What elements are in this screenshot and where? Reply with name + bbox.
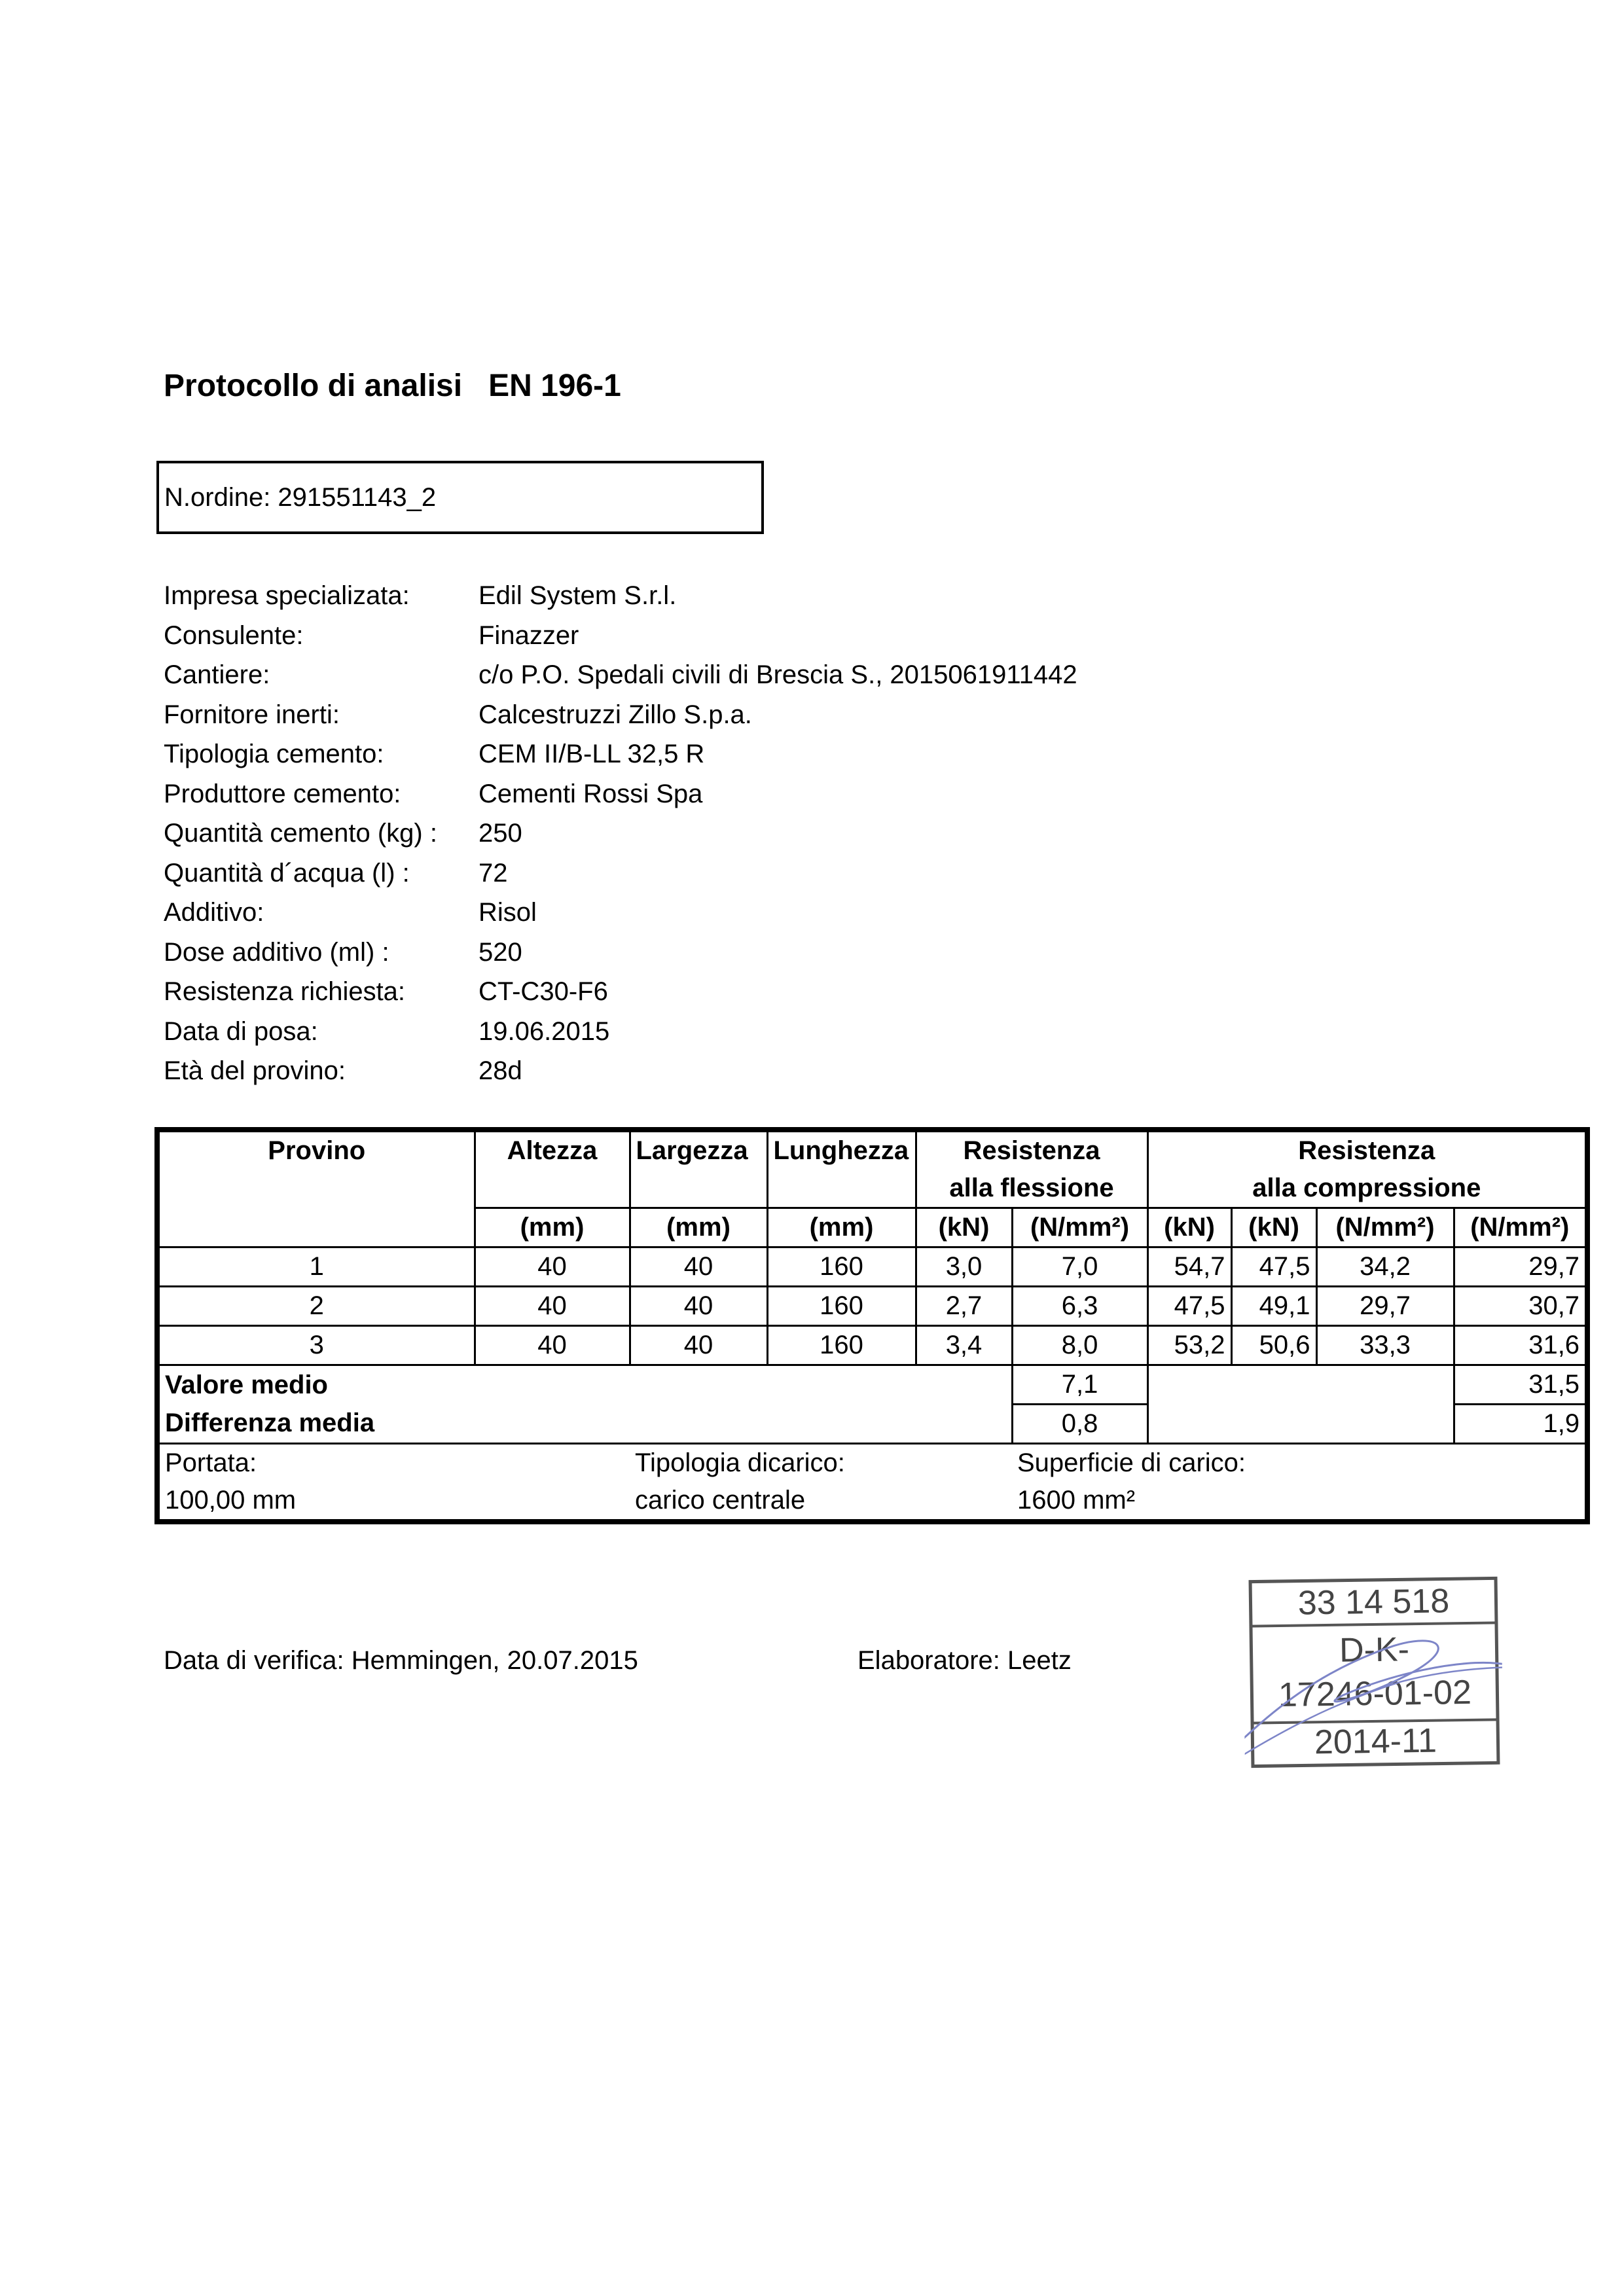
cell-compressione-kn-2: 47,5 <box>1231 1247 1316 1287</box>
table-row <box>157 1247 1587 1287</box>
results-table <box>154 1127 1590 1524</box>
cell-compressione-nmm-2: 30,7 <box>1454 1287 1587 1326</box>
info-value: Calcestruzzi Zillo S.p.a. <box>478 700 752 729</box>
cell-larghezza: 40 <box>630 1326 767 1365</box>
header-flessione-1: Resistenza <box>916 1130 1147 1170</box>
table-row <box>157 1326 1587 1365</box>
cell-compressione-kn-2: 50,6 <box>1231 1326 1316 1365</box>
elaboratore: Elaboratore: Leetz <box>857 1646 1072 1675</box>
portata-value: 100,00 mm <box>165 1486 297 1515</box>
info-label: Consulente: <box>164 620 304 650</box>
unit-cell: (mm) <box>767 1208 916 1247</box>
header-compressione-2: alla compressione <box>1147 1170 1587 1208</box>
info-label: Tipologia cemento: <box>164 740 384 768</box>
cell-compressione-kn-1: 53,2 <box>1147 1326 1231 1365</box>
cell-altezza: 40 <box>475 1287 630 1326</box>
valore-medio-compressione: 31,5 <box>1454 1365 1587 1405</box>
unit-cell: (kN) <box>1231 1208 1316 1247</box>
cell-altezza: 40 <box>475 1247 630 1287</box>
footer-values-row <box>157 1482 1587 1522</box>
info-label: Cantiere: <box>164 660 270 689</box>
header-compressione-1: Resistenza <box>1147 1130 1587 1170</box>
differenza-media-flessione: 0,8 <box>1012 1405 1147 1444</box>
cell-compressione-nmm-2: 31,6 <box>1454 1326 1587 1365</box>
info-value: 250 <box>478 819 522 848</box>
differenza-media-compressione: 1,9 <box>1454 1405 1587 1444</box>
info-value: Finazzer <box>478 620 579 650</box>
cell-compressione-kn-1: 47,5 <box>1147 1287 1231 1326</box>
cell-provino: 3 <box>157 1326 475 1365</box>
cell-lunghezza: 160 <box>767 1326 916 1365</box>
differenza-media-label: Differenza media <box>157 1405 1012 1444</box>
document-title: Protocollo di analisi EN 196-1 <box>164 368 621 403</box>
stamp-divider <box>1251 1623 1496 1626</box>
superficie-label: Superficie di carico: <box>1012 1444 1587 1482</box>
header-larghezza: Largezza <box>630 1130 767 1208</box>
cell-compressione-nmm-1: 34,2 <box>1316 1247 1454 1287</box>
blank-merged-cell <box>1147 1365 1454 1444</box>
info-label: Quantità d´acqua (l) : <box>164 858 410 888</box>
header-flessione-2: alla flessione <box>916 1170 1147 1208</box>
data-verifica: Data di verifica: Hemmingen, 20.07.2015 <box>164 1646 638 1675</box>
tipologia-label: Tipologia dicarico: <box>630 1444 1012 1482</box>
info-label: Fornitore inerti: <box>164 700 340 729</box>
info-label: Impresa specializata: <box>164 581 410 610</box>
stamp-line-3: 17246-01-02 <box>1278 1673 1472 1715</box>
valore-medio-flessione: 7,1 <box>1012 1365 1147 1405</box>
cell-compressione-kn-1: 54,7 <box>1147 1247 1231 1287</box>
header-altezza: Altezza <box>475 1130 630 1208</box>
superficie-value: 1600 mm² <box>1017 1486 1136 1515</box>
cell-altezza: 40 <box>475 1326 630 1365</box>
cell-larghezza: 40 <box>630 1287 767 1326</box>
cell-larghezza: 40 <box>630 1247 767 1287</box>
cell-flessione-nmm: 8,0 <box>1012 1326 1147 1365</box>
unit-cell: (kN) <box>1147 1208 1231 1247</box>
cell-lunghezza: 160 <box>767 1287 916 1326</box>
cell-provino: 2 <box>157 1287 475 1326</box>
valore-medio-row <box>157 1365 1587 1405</box>
stamp-line-2: D-K- <box>1339 1630 1410 1670</box>
footer-labels-row <box>157 1444 1587 1482</box>
header-row-1 <box>157 1130 1587 1170</box>
units-provino-blank <box>157 1208 475 1247</box>
cell-flessione-kn: 3,0 <box>916 1247 1012 1287</box>
cell-flessione-kn: 2,7 <box>916 1287 1012 1326</box>
info-label: Resistenza richiesta: <box>164 977 406 1006</box>
info-value: Edil System S.r.l. <box>478 581 677 610</box>
info-value: c/o P.O. Spedali civili di Brescia S., 2015061911442 <box>478 660 1077 689</box>
info-value: 72 <box>478 858 508 888</box>
cell-compressione-nmm-1: 29,7 <box>1316 1287 1454 1326</box>
info-label: Dose additivo (ml) : <box>164 937 389 967</box>
info-value: 19.06.2015 <box>478 1016 610 1046</box>
info-value: Cementi Rossi Spa <box>478 779 703 808</box>
header-lunghezza: Lunghezza <box>767 1130 916 1208</box>
units-row <box>157 1208 1587 1247</box>
accreditation-stamp <box>1242 1575 1504 1768</box>
unit-cell: (mm) <box>630 1208 767 1247</box>
info-value: CEM II/B-LL 32,5 R <box>478 740 705 768</box>
valore-medio-label: Valore medio <box>157 1365 1012 1405</box>
info-value: 520 <box>478 937 522 967</box>
stamp-line-1: 33 14 518 <box>1297 1582 1450 1623</box>
info-value: 28d <box>478 1056 522 1085</box>
cell-compressione-kn-2: 49,1 <box>1231 1287 1316 1326</box>
unit-cell: (N/mm²) <box>1012 1208 1147 1247</box>
info-label: Quantità cemento (kg) : <box>164 819 437 848</box>
cell-lunghezza: 160 <box>767 1247 916 1287</box>
info-label: Additivo: <box>164 898 264 927</box>
unit-cell: (mm) <box>475 1208 630 1247</box>
info-label: Età del provino: <box>164 1056 346 1085</box>
info-label: Produttore cemento: <box>164 779 401 808</box>
cell-flessione-kn: 3,4 <box>916 1326 1012 1365</box>
unit-cell: (N/mm²) <box>1454 1208 1587 1247</box>
info-value: Risol <box>478 898 537 927</box>
cell-compressione-nmm-1: 33,3 <box>1316 1326 1454 1365</box>
portata-label: Portata: <box>157 1444 630 1482</box>
tipologia-value: carico centrale <box>635 1486 806 1515</box>
cell-provino: 1 <box>157 1247 475 1287</box>
unit-cell: (N/mm²) <box>1316 1208 1454 1247</box>
cell-compressione-nmm-2: 29,7 <box>1454 1247 1587 1287</box>
stamp-line-4: 2014-11 <box>1314 1721 1437 1762</box>
header-provino: Provino <box>157 1130 475 1208</box>
table-row <box>157 1287 1587 1326</box>
order-number-box: N.ordine: 291551143_2 <box>156 461 764 534</box>
cell-flessione-nmm: 6,3 <box>1012 1287 1147 1326</box>
info-value: CT-C30-F6 <box>478 977 608 1006</box>
unit-cell: (kN) <box>916 1208 1012 1247</box>
cell-flessione-nmm: 7,0 <box>1012 1247 1147 1287</box>
info-label: Data di posa: <box>164 1016 318 1046</box>
